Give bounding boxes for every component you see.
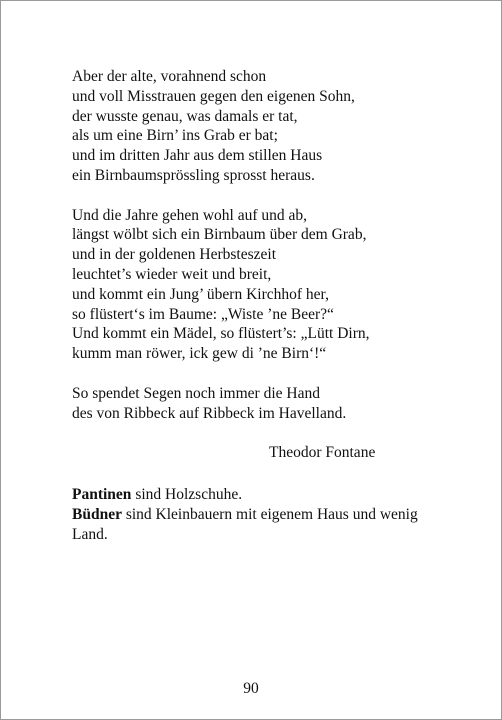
poem-line: So spendet Segen noch immer die Hand xyxy=(72,384,320,402)
poem-line: und im dritten Jahr aus dem stillen Haus xyxy=(72,147,323,165)
poem-author: Theodor Fontane xyxy=(269,444,376,461)
poem-line: Und kommt ein Mädel, so flüstert’s: „Lütt Dirn, xyxy=(72,325,370,343)
glossary-entry xyxy=(72,485,437,505)
glossary-term: Pantinen xyxy=(72,486,132,503)
glossary-term: Büdner xyxy=(72,505,122,523)
poem-line: Aber der alte, vorahnend schon xyxy=(72,68,267,85)
stanza-1 xyxy=(72,67,452,186)
stanza-2 xyxy=(72,206,452,364)
poem-line: längst wölbt sich ein Birnbaum über dem Grab, xyxy=(72,226,367,244)
poem-line: Und die Jahre gehen wohl auf und ab, xyxy=(72,206,308,224)
poem-line: der wusste genau, was damals er tat, xyxy=(72,107,298,125)
page-number: 90 xyxy=(243,680,259,697)
stanza-3 xyxy=(72,384,452,424)
poem-line: leuchtet’s wieder weit und breit, xyxy=(72,265,272,283)
poem-line: des von Ribbeck auf Ribbeck im Havelland. xyxy=(72,404,347,422)
poem xyxy=(72,67,452,423)
poem-line: und in der goldenen Herbsteszeit xyxy=(72,246,277,264)
poem-line: ein Birnbaumsprössling sprosst heraus. xyxy=(72,166,315,184)
poem-line: und kommt ein Jung’ übern Kirchhof her, xyxy=(72,285,329,303)
poem-line: so flüstert‘s im Baume: „Wiste ’ne Beer?“ xyxy=(72,305,334,323)
glossary-definition: sind Kleinbauern mit eigenem Haus und wenig Land. xyxy=(72,505,418,543)
glossary-notes xyxy=(72,485,437,544)
glossary-definition: sind Holzschuhe. xyxy=(131,486,243,503)
poem-line: und voll Misstrauen gegen den eigenen Sohn, xyxy=(72,87,355,105)
poem-line: kumm man röwer, ick gew di ’ne Birn‘!“ xyxy=(72,345,327,363)
glossary-entry xyxy=(72,505,437,545)
poem-line: als um eine Birn’ ins Grab er bat; xyxy=(72,127,278,145)
